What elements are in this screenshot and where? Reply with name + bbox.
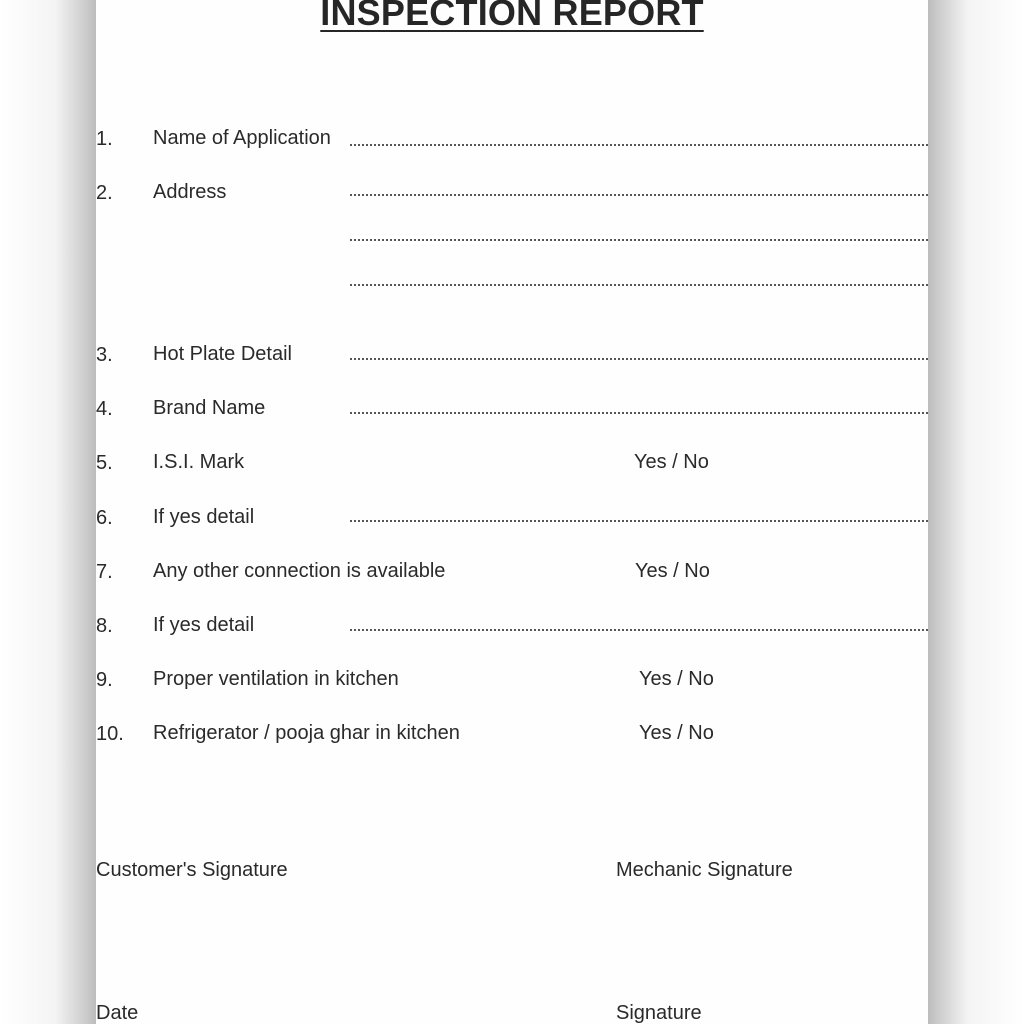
field-if-yes-detail-1[interactable] — [350, 520, 928, 522]
mechanic-signature-label: Mechanic Signature — [616, 859, 793, 881]
label-if-yes-detail-1: If yes detail — [153, 506, 255, 528]
field-address-line-3[interactable] — [350, 284, 928, 286]
field-if-yes-detail-2[interactable] — [350, 629, 928, 631]
report-title: INSPECTION REPORT — [320, 0, 704, 33]
field-hot-plate-detail[interactable] — [350, 358, 928, 360]
field-address-line-2[interactable] — [350, 239, 928, 241]
choice-ventilation-yes-no[interactable]: Yes / No — [639, 668, 714, 690]
choice-isi-mark-yes-no[interactable]: Yes / No — [634, 451, 709, 473]
row-number-4: 4. — [96, 398, 113, 420]
label-brand-name: Brand Name — [153, 397, 266, 419]
row-number-6: 6. — [96, 507, 113, 529]
row-number-2: 2. — [96, 182, 113, 204]
customer-signature-label: Customer's Signature — [96, 859, 288, 881]
label-refrigerator-pooja-ghar: Refrigerator / pooja ghar in kitchen — [153, 722, 460, 744]
date-label: Date — [96, 1002, 139, 1024]
row-number-10: 10. — [96, 723, 124, 745]
label-proper-ventilation: Proper ventilation in kitchen — [153, 668, 399, 690]
row-number-3: 3. — [96, 344, 113, 366]
label-name-of-application: Name of Application — [153, 127, 331, 149]
signature-label: Signature — [616, 1002, 702, 1024]
field-name-of-application[interactable] — [350, 144, 928, 146]
label-isi-mark: I.S.I. Mark — [153, 451, 245, 473]
choice-refrigerator-yes-no[interactable]: Yes / No — [639, 722, 714, 744]
label-hot-plate-detail: Hot Plate Detail — [153, 343, 292, 365]
label-other-connection: Any other connection is available — [153, 560, 446, 582]
row-number-8: 8. — [96, 615, 113, 637]
field-address-line-1[interactable] — [350, 194, 928, 196]
choice-other-connection-yes-no[interactable]: Yes / No — [635, 560, 710, 582]
row-number-9: 9. — [96, 669, 113, 691]
row-number-5: 5. — [96, 452, 113, 474]
report-sheet — [96, 0, 928, 1024]
row-number-1: 1. — [96, 128, 113, 150]
field-brand-name[interactable] — [350, 412, 928, 414]
row-number-7: 7. — [96, 561, 113, 583]
label-if-yes-detail-2: If yes detail — [153, 614, 255, 636]
label-address: Address — [153, 181, 227, 203]
